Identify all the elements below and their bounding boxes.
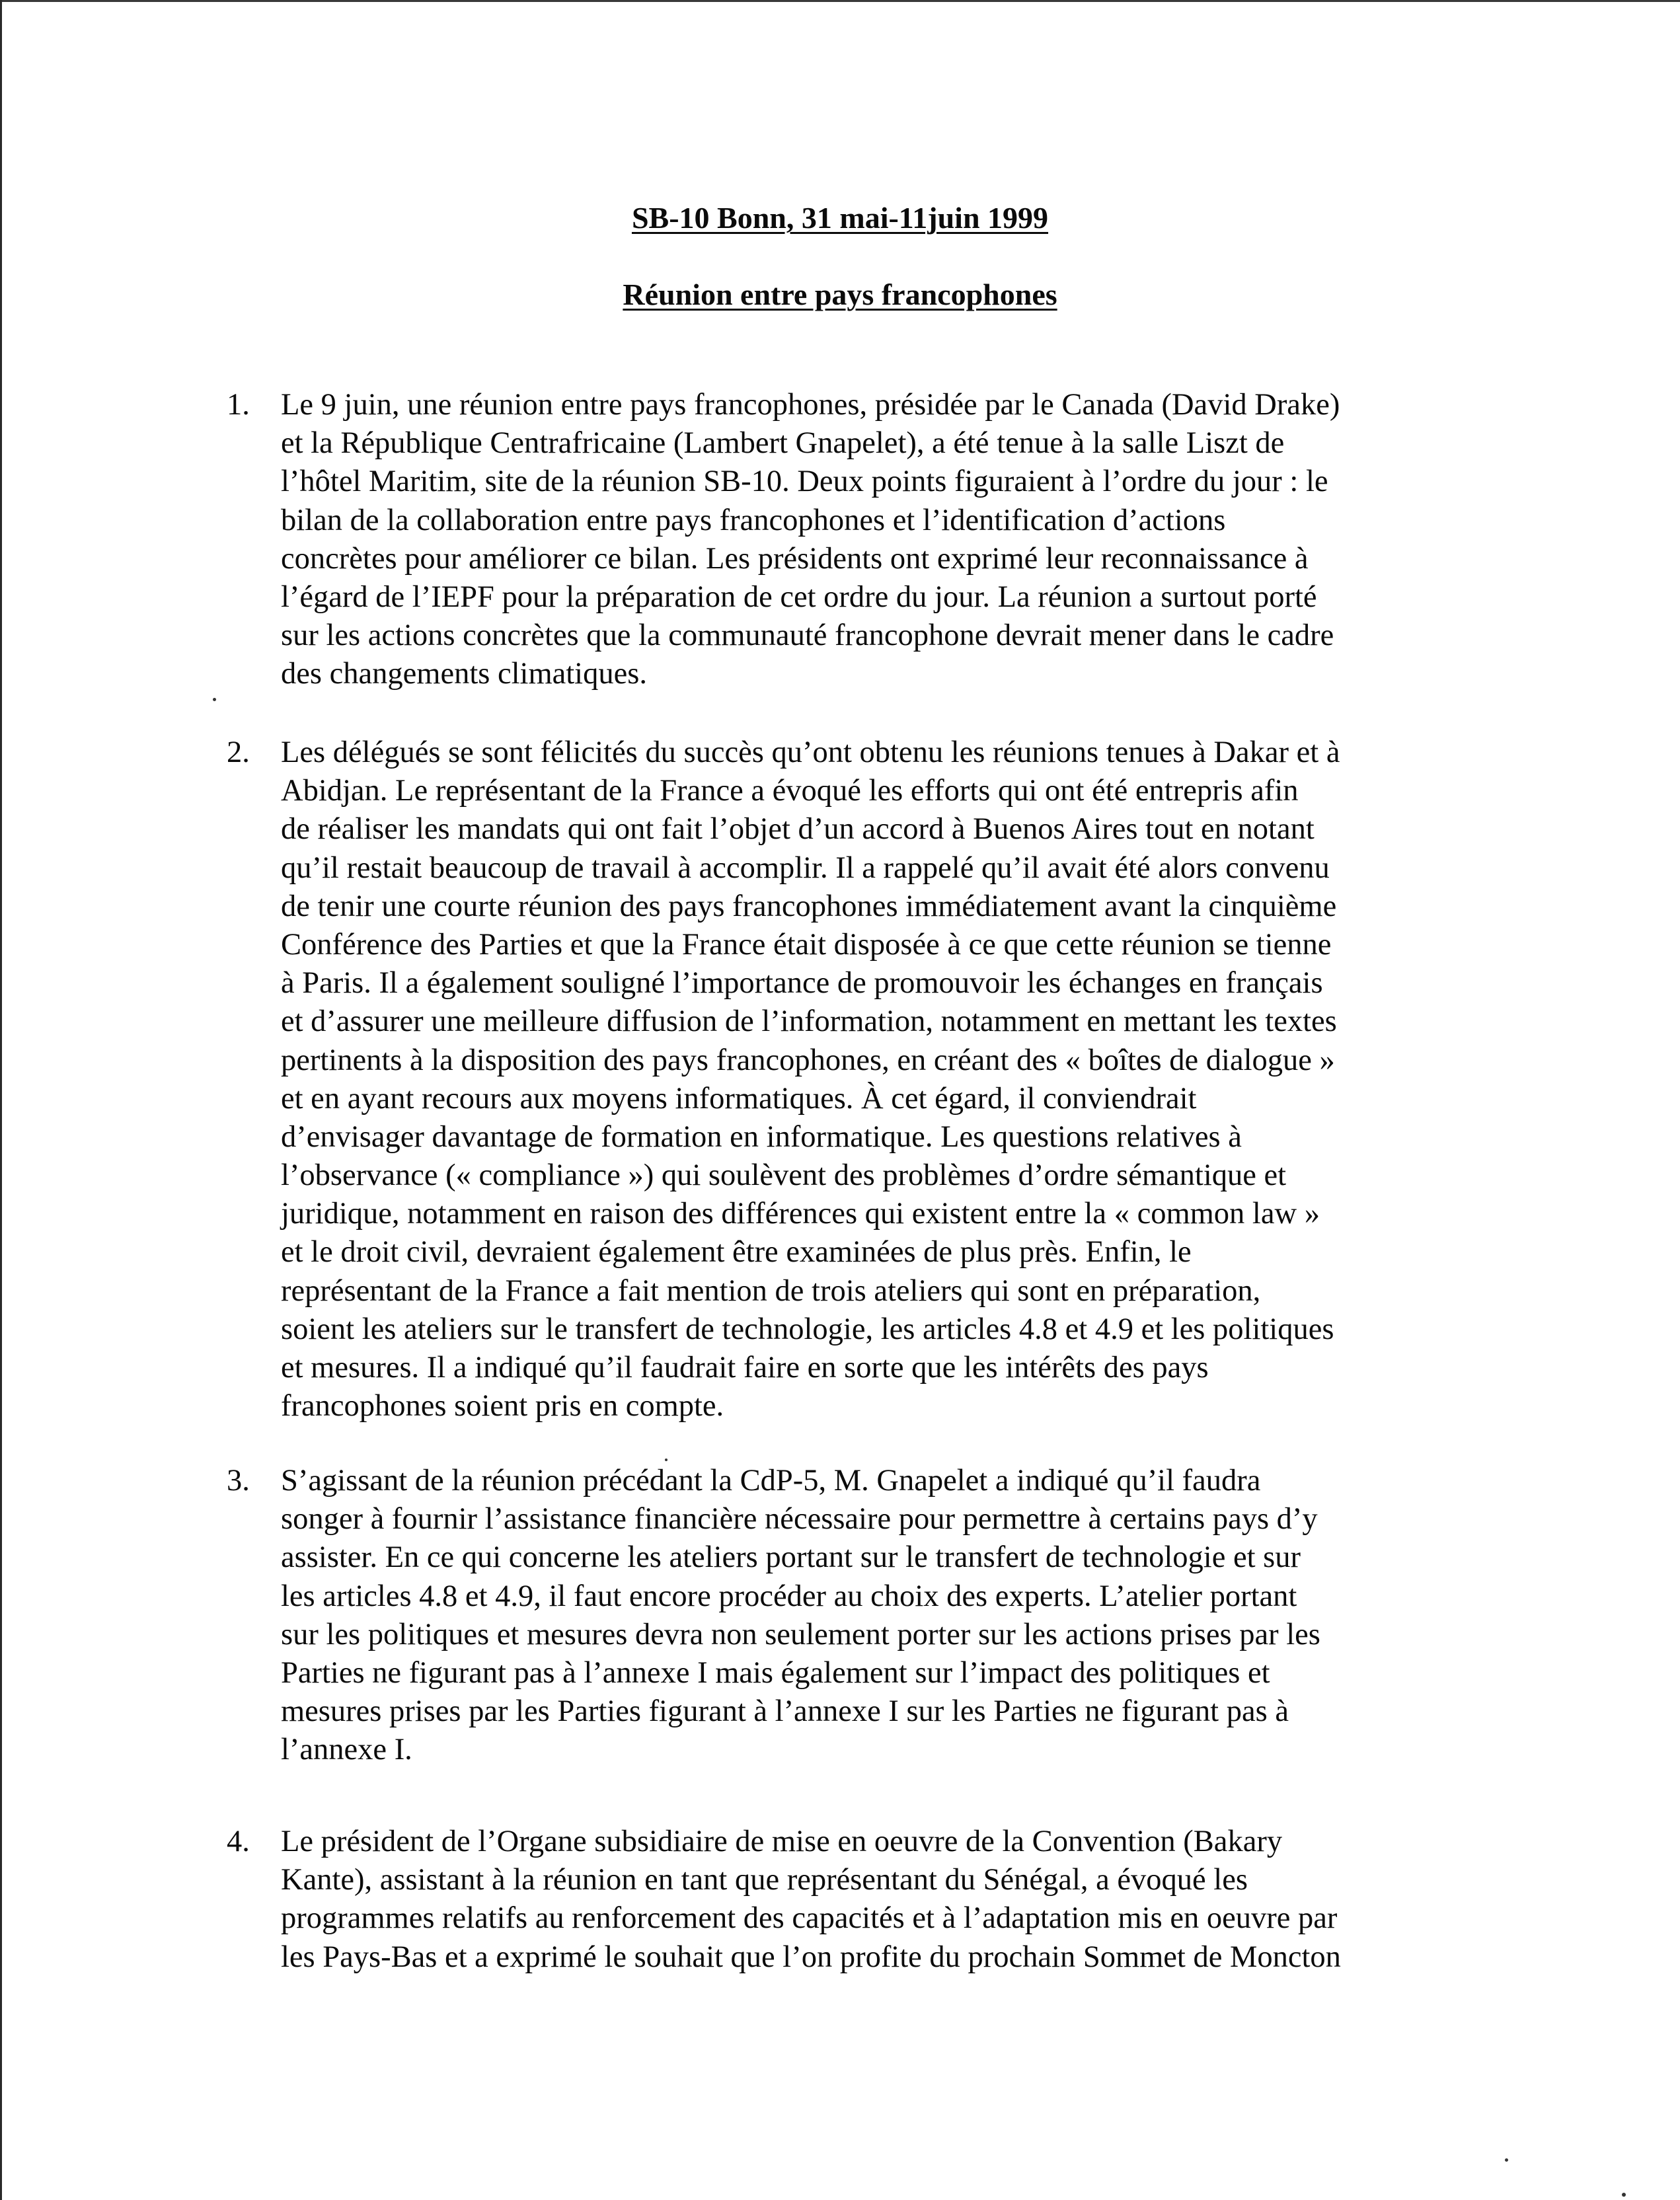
text-line: l’hôtel Maritim, site de la réunion SB-10. Deux points figuraient à l’ordre du jour : le: [281, 465, 1328, 499]
scan-speck: [1505, 2158, 1508, 2162]
scan-edge-left: [0, 0, 2, 2200]
text-line: programmes relatifs au renforcement des capacités et à l’adaptation mis en oeuvre par: [281, 1901, 1338, 1936]
text-line: l’observance (« compliance ») qui soulèvent des problèmes d’ordre sémantique et: [281, 1158, 1287, 1193]
text-line: bilan de la collaboration entre pays francophones et l’identification d’actions: [281, 503, 1226, 537]
text-line: assister. En ce qui concerne les ateliers portant sur le transfert de technologie et sur: [281, 1540, 1301, 1575]
paragraph-number: 2.: [227, 736, 250, 769]
text-line: francophones soient pris en compte.: [281, 1389, 724, 1423]
text-line: Le président de l’Organe subsidiaire de mise en oeuvre de la Convention (Bakary: [281, 1825, 1283, 1858]
paragraph-text: [281, 1823, 1470, 1977]
text-line: Parties ne figurant pas à l’annexe I mais également sur l’impact des politiques et: [281, 1655, 1270, 1690]
document-subtitle-text: Réunion entre pays francophones: [623, 278, 1057, 311]
paragraph-text: [281, 386, 1470, 694]
text-line: des changements climatiques.: [281, 657, 647, 691]
text-line: les Pays-Bas et a exprimé le souhait que l’on profite du prochain Sommet de Moncton: [281, 1940, 1341, 1974]
document-title-text: SB-10 Bonn, 31 mai-11juin 1999: [631, 201, 1049, 235]
text-line: Abidjan. Le représentant de la France a évoqué les efforts qui ont été entrepris afin: [281, 774, 1299, 808]
scan-speck: [665, 1459, 668, 1461]
paragraph-text: [281, 734, 1470, 1425]
text-line: qu’il restait beaucoup de travail à accomplir. Il a rappelé qu’il avait été alors convenu: [281, 851, 1330, 885]
text-line: mesures prises par les Parties figurant à l’annexe I sur les Parties ne figurant pas à: [281, 1694, 1289, 1729]
text-line: Le 9 juin, une réunion entre pays francophones, présidée par le Canada (David Drake): [281, 388, 1340, 422]
text-line: et en ayant recours aux moyens informatiques. À cet égard, il conviendrait: [281, 1081, 1197, 1116]
paragraph-number: 4.: [227, 1825, 250, 1858]
text-line: Kante), assistant à la réunion en tant que représentant du Sénégal, a évoqué les: [281, 1863, 1248, 1897]
text-line: pertinents à la disposition des pays francophones, en créant des « boîtes de dialogue »: [281, 1043, 1335, 1077]
text-line: S’agissant de la réunion précédant la CdP-5, M. Gnapelet a indiqué qu’il faudra: [281, 1464, 1261, 1498]
text-line: de réaliser les mandats qui ont fait l’objet d’un accord à Buenos Aires tout en notant: [281, 812, 1315, 847]
text-line: l’égard de l’IEPF pour la préparation de cet ordre du jour. La réunion a surtout porté: [281, 580, 1317, 614]
text-line: l’annexe I.: [281, 1733, 412, 1767]
document-title: [0, 200, 1680, 237]
paragraph-number: 1.: [227, 388, 250, 422]
text-line: de tenir une courte réunion des pays francophones immédiatement avant la cinquième: [281, 889, 1337, 923]
text-line: juridique, notamment en raison des différences qui existent entre la « common law »: [281, 1197, 1320, 1231]
text-line: sur les politiques et mesures devra non seulement porter sur les actions prises par les: [281, 1617, 1320, 1651]
text-line: d’envisager davantage de formation en informatique. Les questions relatives à: [281, 1119, 1242, 1154]
text-line: concrètes pour améliorer ce bilan. Les présidents ont exprimé leur reconnaissance à: [281, 541, 1309, 576]
scan-speck: [1622, 2193, 1626, 2197]
scan-edge-top: [0, 0, 1680, 2]
paragraph-number: 3.: [227, 1464, 250, 1498]
text-line: Conférence des Parties et que la France était disposée à ce que cette réunion se tienne: [281, 927, 1332, 962]
text-line: les articles 4.8 et 4.9, il faut encore procéder au choix des experts. L’atelier portant: [281, 1579, 1297, 1613]
text-line: sur les actions concrètes que la communauté francophone devrait mener dans le cadre: [281, 619, 1334, 653]
text-line: représentant de la France a fait mention de trois ateliers qui sont en préparation,: [281, 1273, 1261, 1308]
text-line: et mesures. Il a indiqué qu’il faudrait faire en sorte que les intérêts des pays: [281, 1351, 1209, 1384]
text-line: à Paris. Il a également souligné l’importance de promouvoir les échanges en français: [281, 966, 1323, 1001]
document-subtitle: [0, 276, 1680, 313]
text-line: songer à fournir l’assistance financière nécessaire pour permettre à certains pays d’y: [281, 1502, 1318, 1536]
paragraph-text: [281, 1462, 1470, 1770]
scan-speck: [213, 698, 216, 701]
text-line: et d’assurer une meilleure diffusion de l’information, notamment en mettant les textes: [281, 1005, 1337, 1039]
text-line: et le droit civil, devraient également être examinées de plus près. Enfin, le: [281, 1235, 1192, 1270]
text-line: soient les ateliers sur le transfert de technologie, les articles 4.8 et 4.9 et les politiques: [281, 1312, 1334, 1346]
text-line: et la République Centrafricaine (Lambert Gnapelet), a été tenue à la salle Liszt de: [281, 426, 1285, 461]
text-line: Les délégués se sont félicités du succès qu’ont obtenu les réunions tenues à Dakar et à: [281, 736, 1340, 769]
